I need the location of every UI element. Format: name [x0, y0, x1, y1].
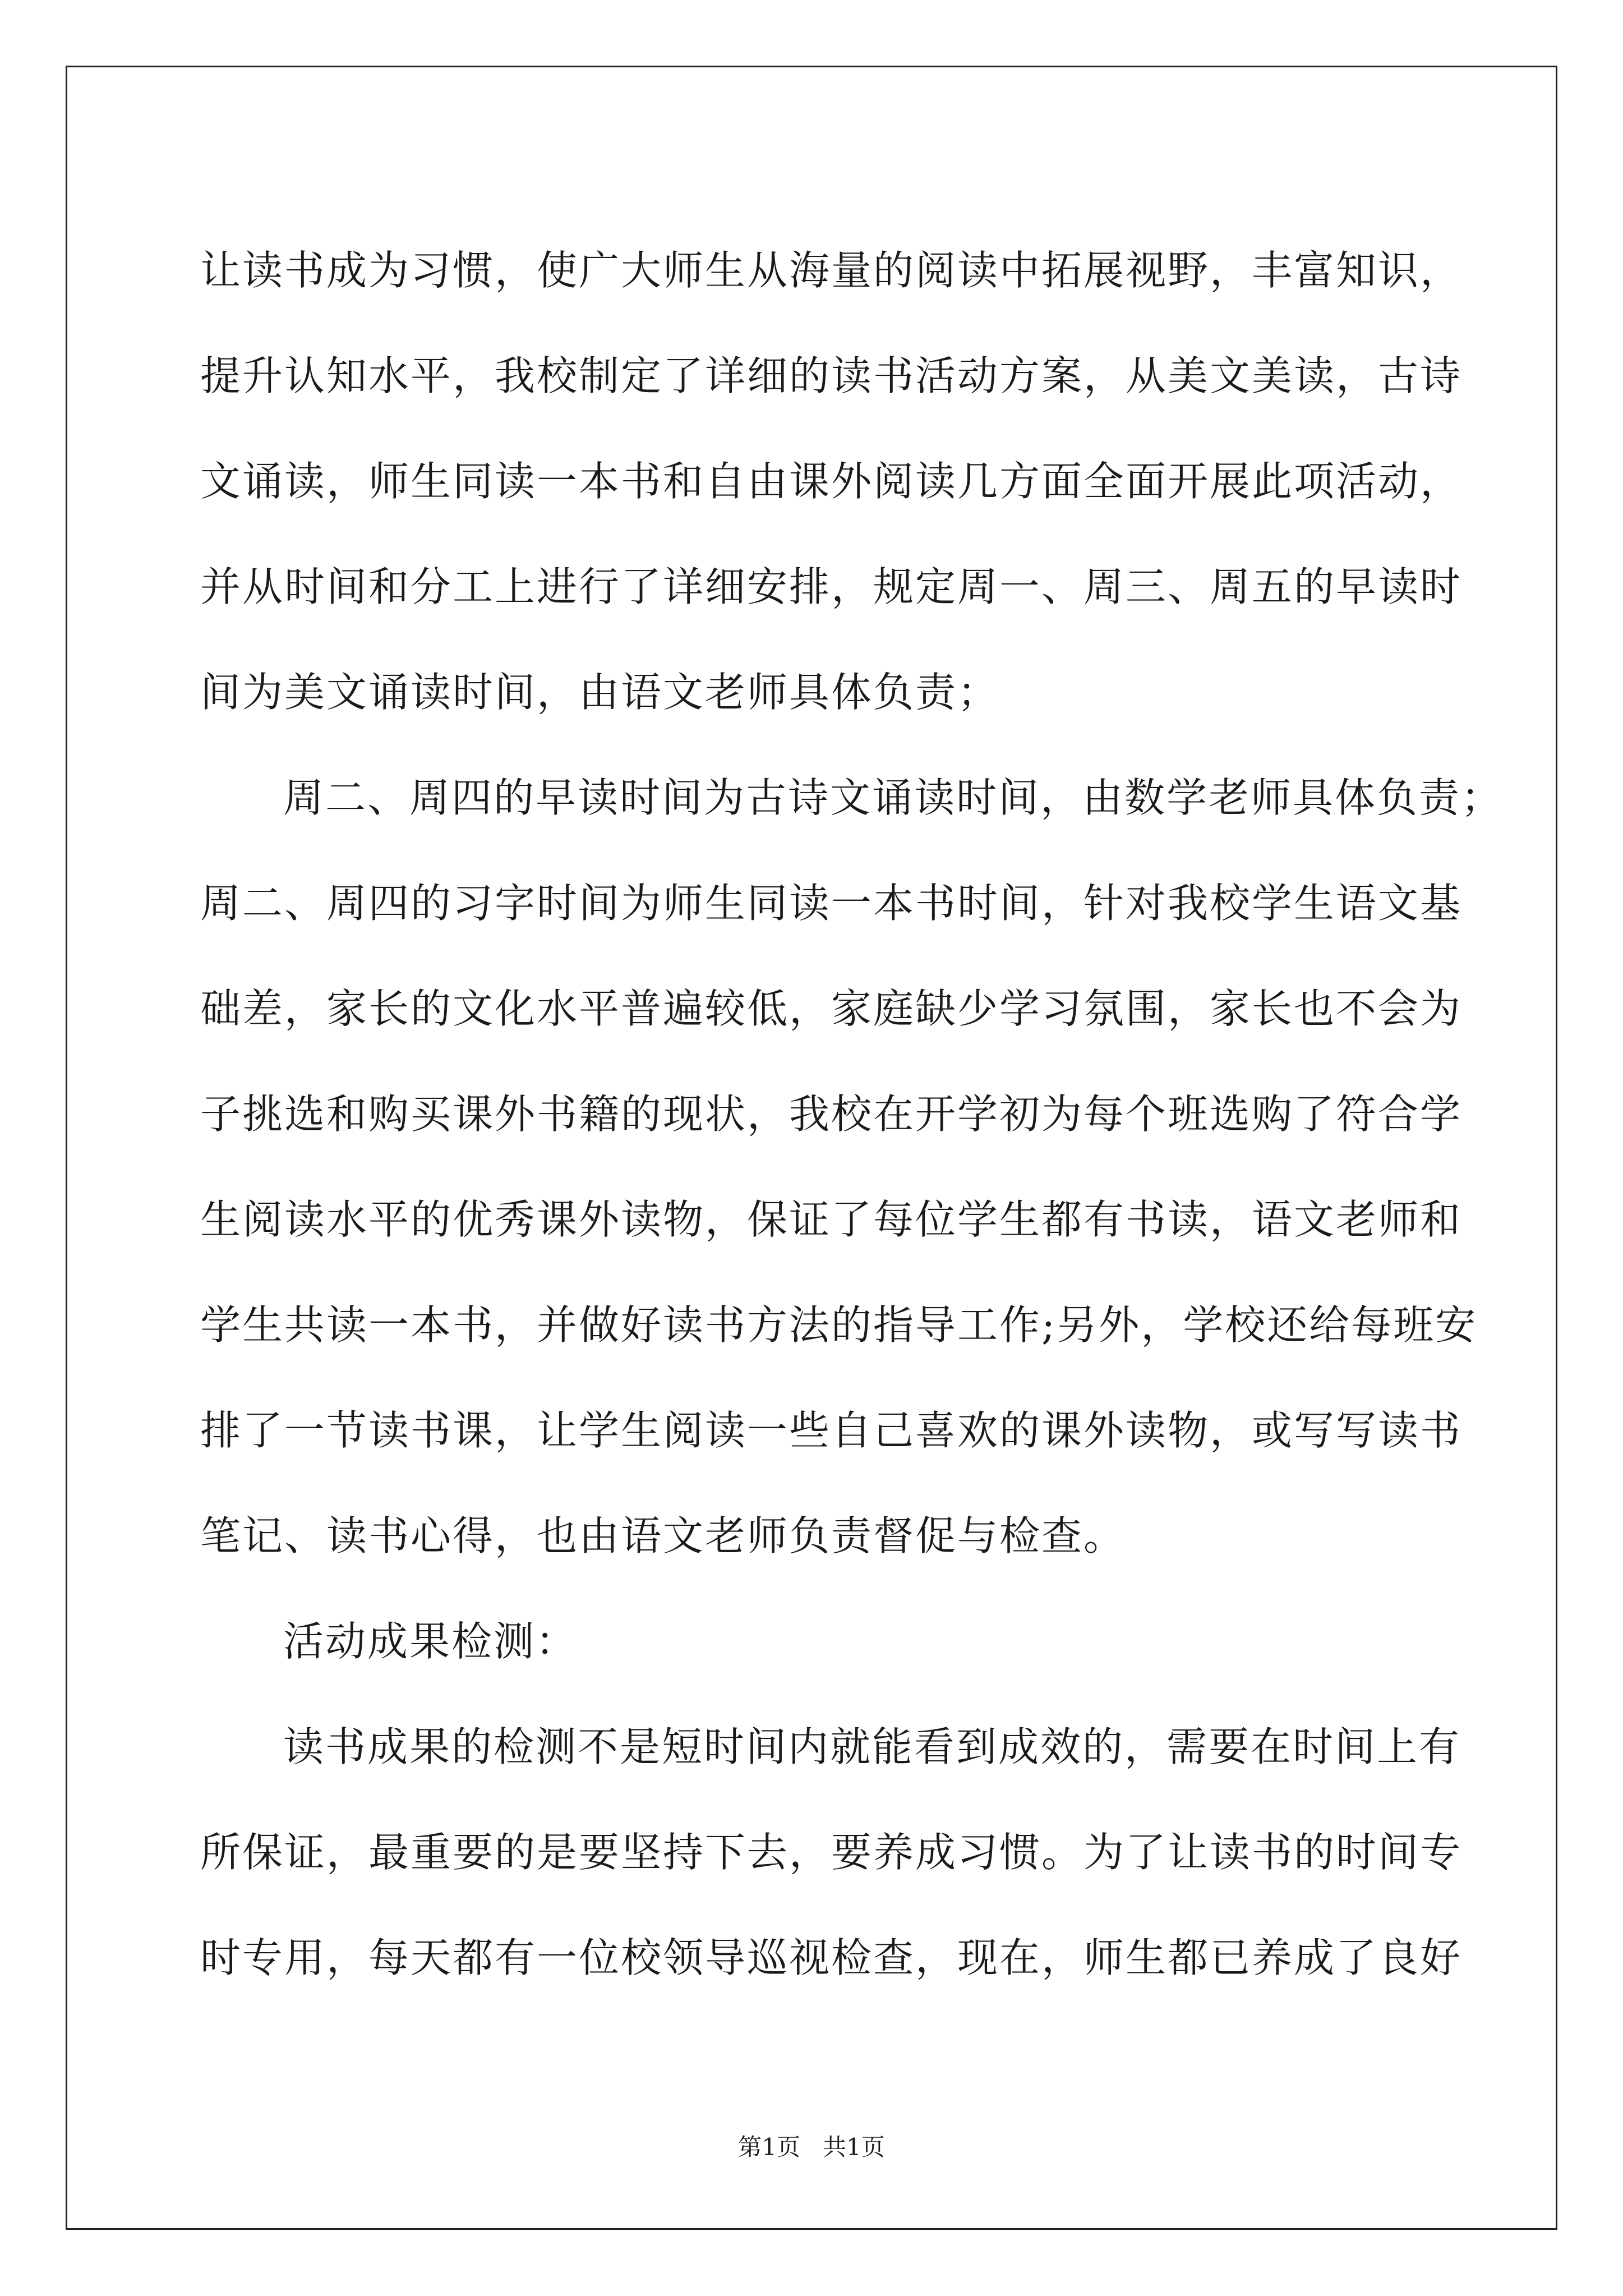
text-line: 生阅读水平的优秀课外读物，保证了每位学生都有书读，语文老师和 [200, 1196, 1463, 1243]
document-body [200, 218, 1504, 2010]
page-number: 第1页 [738, 2133, 800, 2161]
page-footer [0, 2129, 1623, 2162]
section-heading: 活动成果检测： [283, 1618, 578, 1665]
text-line: 提升认知水平，我校制定了详细的读书活动方案，从美文美读，古诗 [200, 352, 1463, 399]
page-total: 共1页 [823, 2133, 885, 2161]
text-line: 周二、周四的早读时间为古诗文诵读时间，由数学老师具体负责； [283, 774, 1504, 821]
text-line: 础差，家长的文化水平普遍较低，家庭缺少学习氛围，家长也不会为 [200, 985, 1463, 1032]
text-line: 周二、周四的习字时间为师生同读一本书时间，针对我校学生语文基 [200, 880, 1463, 927]
text-line: 时专用，每天都有一位校领导巡视检查，现在，师生都已养成了良好 [200, 1934, 1463, 1981]
text-line: 笔记、读书心得，也由语文老师负责督促与检查。 [200, 1512, 1126, 1559]
text-line: 让读书成为习惯，使广大师生从海量的阅读中拓展视野，丰富知识， [200, 247, 1463, 294]
text-line: 文诵读，师生同读一本书和自由课外阅读几方面全面开展此项活动， [200, 458, 1463, 505]
text-line: 学生共读一本书，并做好读书方法的指导工作;另外，学校还给每班安 [200, 1301, 1478, 1349]
text-line: 排了一节读书课，让学生阅读一些自己喜欢的课外读物，或写写读书 [200, 1407, 1463, 1454]
text-line: 并从时间和分工上进行了详细安排，规定周一、周三、周五的早读时 [200, 563, 1463, 610]
text-line: 间为美文诵读时间，由语文老师具体负责； [200, 669, 1000, 716]
text-line: 子挑选和购买课外书籍的现状，我校在开学初为每个班选购了符合学 [200, 1091, 1463, 1138]
text-line: 所保证，最重要的是要坚持下去，要养成习惯。为了让读书的时间专 [200, 1829, 1463, 1876]
text-line: 读书成果的检测不是短时间内就能看到成效的，需要在时间上有 [283, 1723, 1461, 1770]
